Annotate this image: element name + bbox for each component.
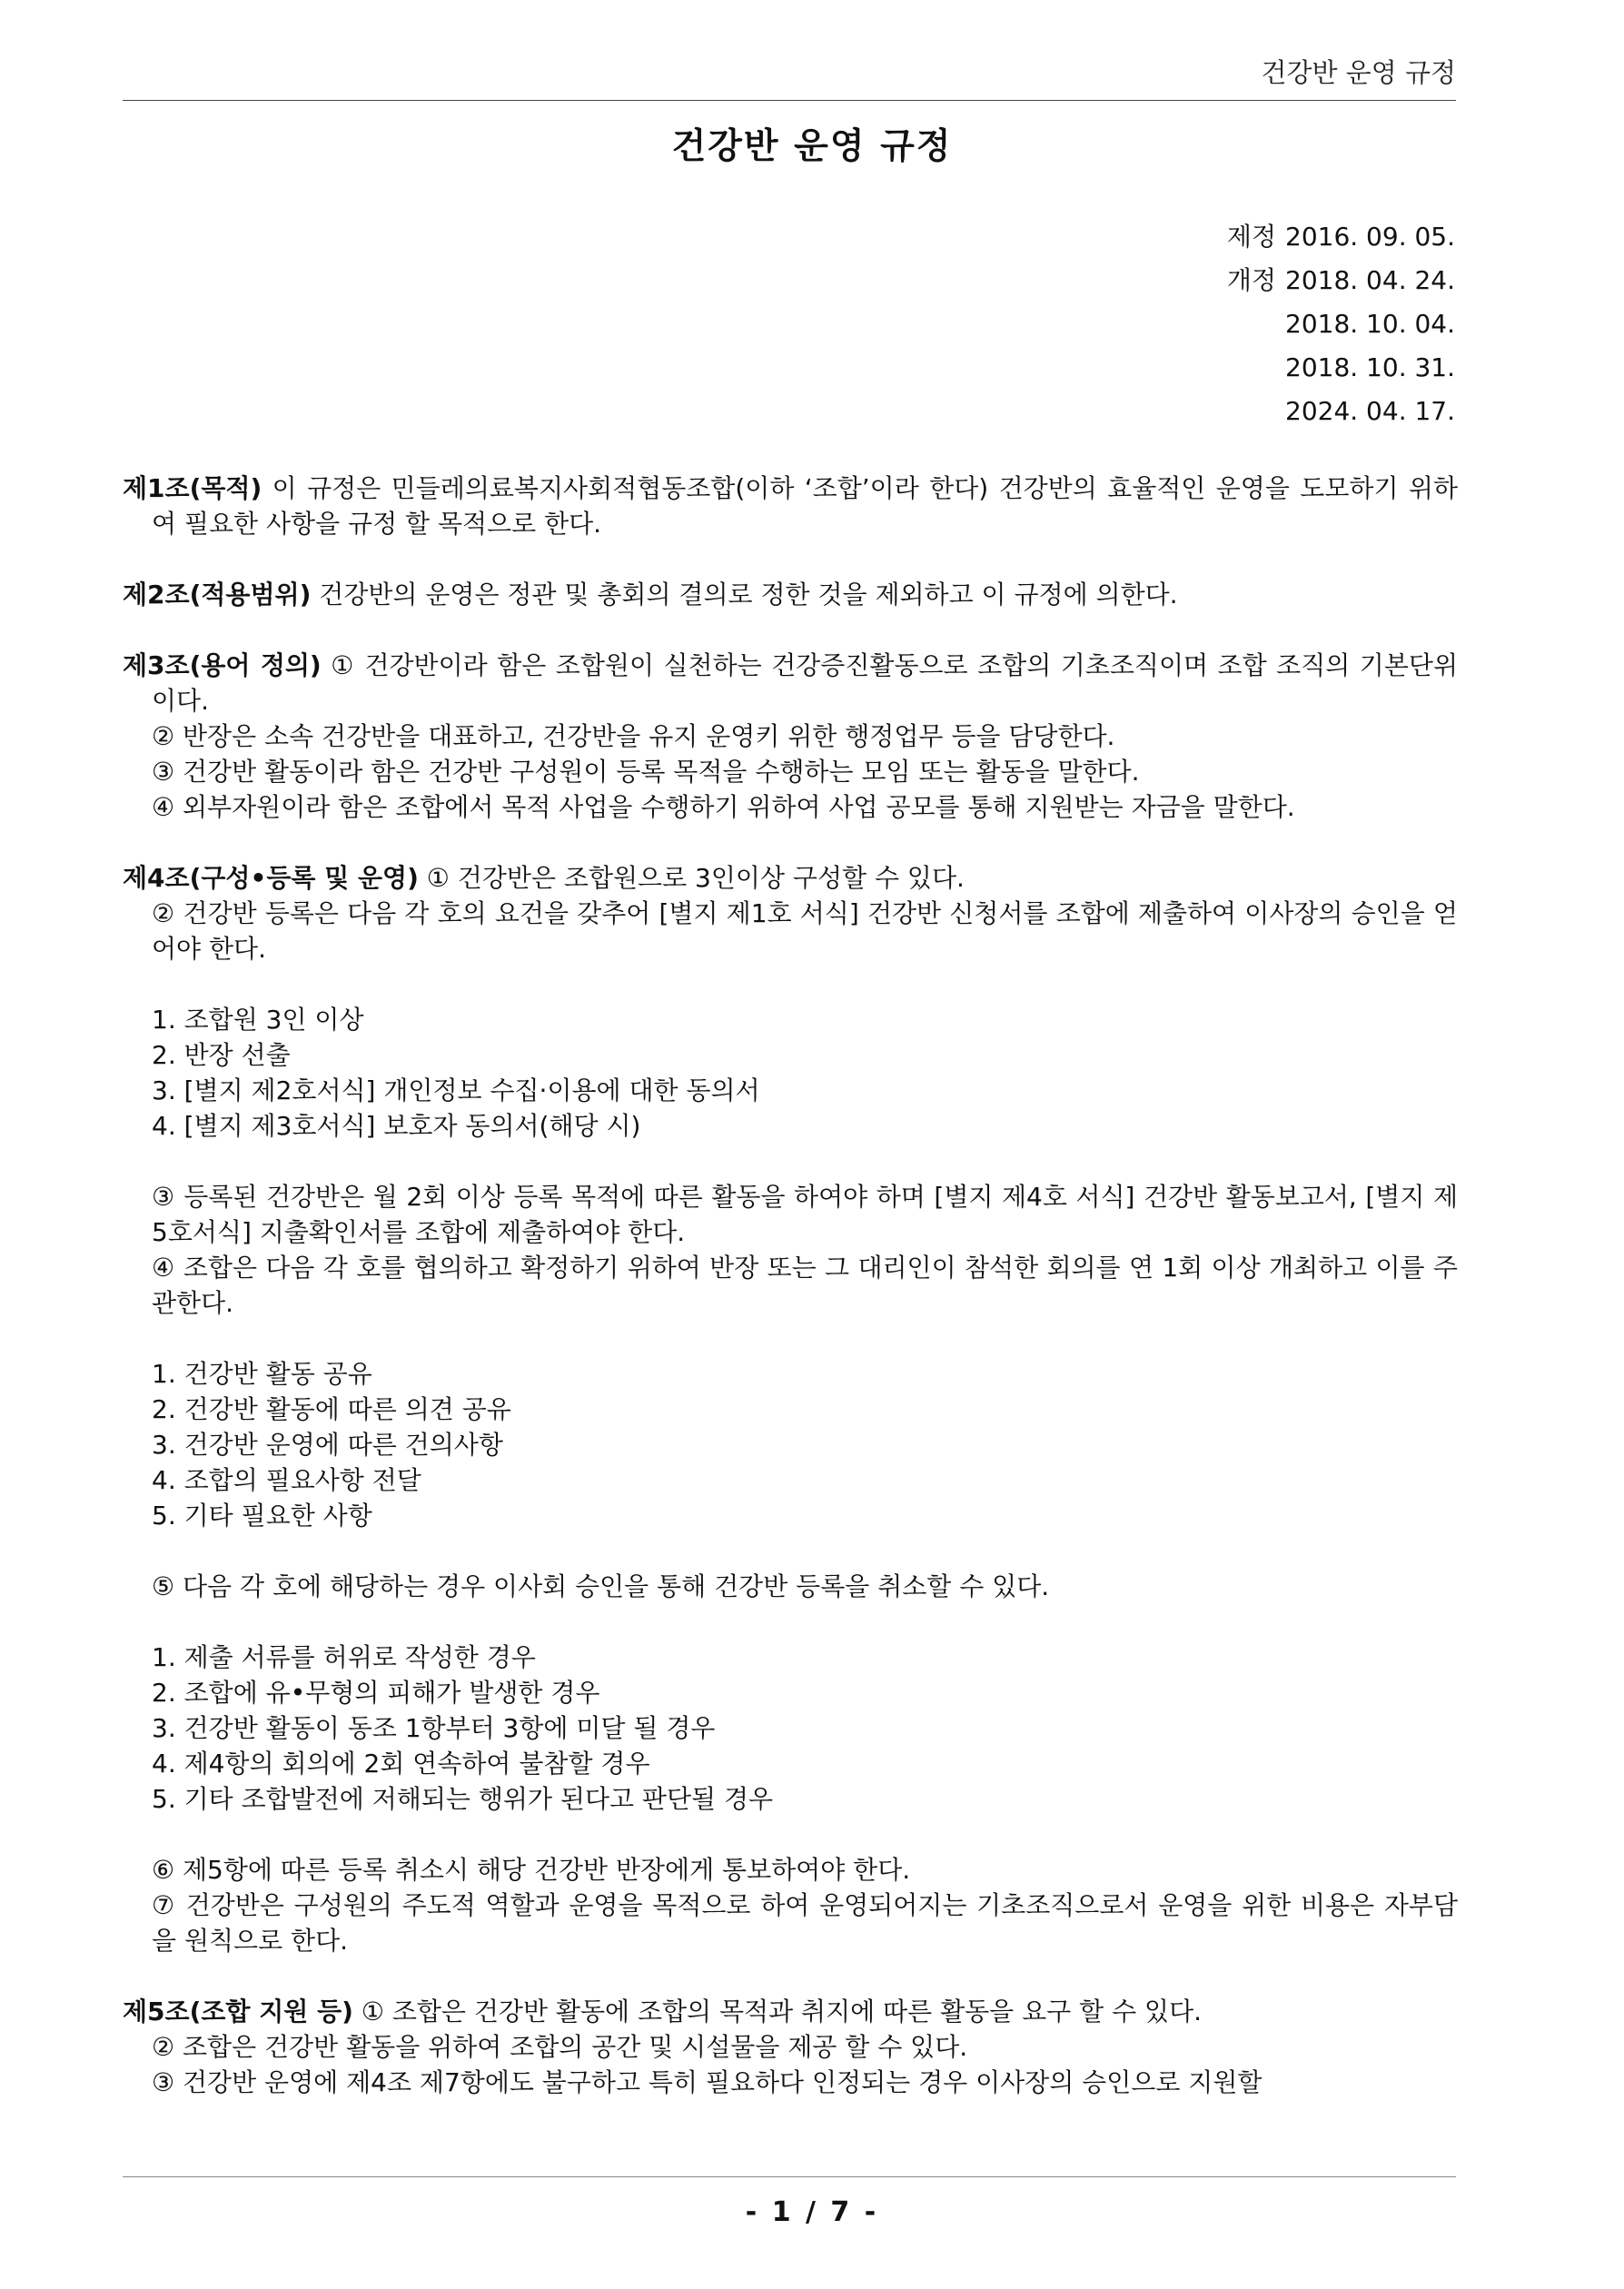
article-text: ① 조합은 건강반 활동에 조합의 목적과 취지에 따른 활동을 요구 할 수 있다.: [352, 1997, 1203, 2026]
paragraph: ④ 외부자원이라 함은 조합에서 목적 사업을 수행하기 위하여 사업 공모를 통해 지원받는 자금을 말한다.: [152, 792, 1295, 822]
list-item: 5. 기타 조합발전에 저해되는 행위가 된다고 판단될 경우: [152, 1784, 774, 1814]
history-date: 2024. 04. 17.: [1285, 396, 1456, 426]
list-item: 4. 제4항의 회의에 2회 연속하여 불참할 경우: [152, 1749, 650, 1779]
article-2: [123, 577, 1458, 612]
list-item: 3. [별지 제2호서식] 개인정보 수집·이용에 대한 동의서: [152, 1075, 760, 1105]
history-date: 2016. 09. 05.: [1285, 222, 1456, 252]
article-text: ① 건강반이라 함은 조합원이 실천하는 건강증진활동으로 조합의 기초조직이며 조합 조직의 기본단위이다.: [152, 650, 1458, 716]
history-row: [1213, 259, 1458, 302]
history-label: [1213, 390, 1276, 433]
history-row: [1213, 302, 1458, 346]
article-text: ① 건강반은 조합원으로 3인이상 구성할 수 있다.: [418, 863, 965, 893]
list-item: 5. 기타 필요한 사항: [152, 1501, 372, 1531]
article-1: [123, 471, 1458, 541]
document-title: 건강반 운영 규정: [671, 126, 953, 167]
paragraph: ③ 건강반 운영에 제4조 제7항에도 불구하고 특히 필요하다 인정되는 경우 이사장의 승인으로 지원할: [152, 2067, 1263, 2097]
history-label: 제정: [1226, 222, 1276, 252]
list-item: 3. 건강반 활동이 동조 1항부터 3항에 미달 될 경우: [152, 1713, 716, 1743]
header-divider: [123, 100, 1456, 101]
paragraph: ② 건강반 등록은 다음 각 호의 요건을 갖추어 [별지 제1호 서식] 건강반 신청서를 조합에 제출하여 이사장의 승인을 얻어야 한다.: [152, 898, 1458, 964]
paragraph: ④ 조합은 다음 각 호를 협의하고 확정하기 위하여 반장 또는 그 대리인이 참석한 회의를 연 1회 이상 개최하고 이를 주관한다.: [152, 1253, 1458, 1318]
list-item: 2. 건강반 활동에 따른 의견 공유: [152, 1394, 511, 1424]
document-body: [123, 471, 1458, 2100]
history-label: [1213, 346, 1276, 390]
paragraph: ② 반장은 소속 건강반을 대표하고, 건강반을 유지 운영키 위한 행정업무 등을 담당한다.: [152, 721, 1115, 751]
list-item: 2. 반장 선출: [152, 1040, 291, 1070]
history-date: 2018. 10. 31.: [1285, 352, 1456, 382]
meeting-agenda-list: [123, 1356, 1458, 1533]
paragraph: ③ 건강반 활동이라 함은 건강반 구성원이 등록 목적을 수행하는 모임 또는 활동을 말한다.: [152, 757, 1140, 787]
paragraph: ⑦ 건강반은 구성원의 주도적 역할과 운영을 목적으로 하여 운영되어지는 기초조직으로서 운영을 위한 비용은 자부담을 원칙으로 한다.: [152, 1890, 1458, 1956]
page-number: - 1 / 7 -: [745, 2196, 879, 2228]
list-item: 1. 제출 서류를 허위로 작성한 경우: [152, 1642, 536, 1672]
history-date: 2018. 10. 04.: [1285, 309, 1456, 339]
list-item: 2. 조합에 유•무형의 피해가 발생한 경우: [152, 1678, 600, 1708]
paragraph: ③ 등록된 건강반은 월 2회 이상 등록 목적에 따른 활동을 하여야 하며 [별지 제4호 서식] 건강반 활동보고서, [별지 제5호서식] 지출확인서를 조합에 제출하여야 한다.: [152, 1182, 1458, 1247]
article-heading: 제4조(구성•등록 및 운영): [123, 863, 419, 893]
list-item: 4. 조합의 필요사항 전달: [152, 1465, 421, 1495]
footer-divider: [123, 2176, 1456, 2177]
article-text: 이 규정은 민들레의료복지사회적협동조합(이하 ‘조합’이라 한다) 건강반의 효율적인 운영을 도모하기 위하여 필요한 사항을 규정 할 목적으로 한다.: [152, 473, 1458, 539]
history-row: [1213, 390, 1458, 433]
article-4: [123, 860, 1458, 896]
history-row: [1213, 346, 1458, 390]
running-header: 건강반 운영 규정: [1261, 57, 1456, 88]
paragraph: ⑤ 다음 각 호에 해당하는 경우 이사회 승인을 통해 건강반 등록을 취소할 수 있다.: [152, 1571, 1050, 1601]
article-text: 건강반의 운영은 정관 및 총회의 결의로 정한 것을 제외하고 이 규정에 의한다.: [311, 580, 1178, 609]
article-5: [123, 1994, 1458, 2029]
article-heading: 제2조(적용범위): [123, 580, 312, 609]
list-item: 1. 건강반 활동 공유: [152, 1359, 372, 1389]
requirement-list: [123, 1002, 1458, 1144]
article-heading: 제5조(조합 지원 등): [123, 1997, 353, 2026]
revision-history: [1213, 215, 1458, 433]
list-item: 3. 건강반 운영에 따른 건의사항: [152, 1430, 503, 1460]
cancellation-list: [123, 1640, 1458, 1817]
history-label: [1213, 302, 1276, 346]
history-row: [1213, 215, 1458, 259]
article-heading: 제3조(용어 정의): [123, 650, 322, 680]
list-item: 1. 조합원 3인 이상: [152, 1005, 364, 1035]
paragraph: ⑥ 제5항에 따른 등록 취소시 해당 건강반 반장에게 통보하여야 한다.: [152, 1855, 911, 1885]
paragraph: ② 조합은 건강반 활동을 위하여 조합의 공간 및 시설물을 제공 할 수 있다.: [152, 2032, 968, 2062]
article-heading: 제1조(목적): [123, 473, 262, 503]
list-item: 4. [별지 제3호서식] 보호자 동의서(해당 시): [152, 1111, 641, 1141]
history-date: 2018. 04. 24.: [1285, 265, 1456, 295]
history-label: 개정: [1226, 265, 1276, 295]
article-3: [123, 648, 1458, 718]
